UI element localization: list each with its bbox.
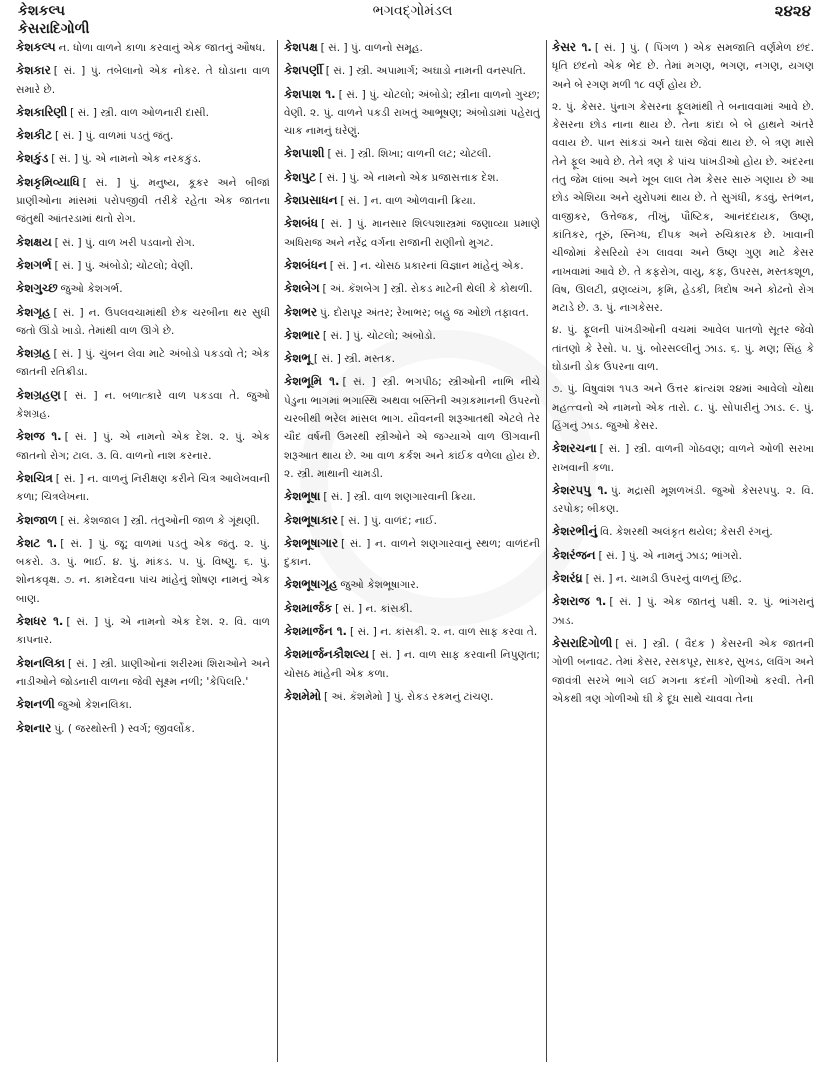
entry-definition: [ સં. ] સ્ત્રી. વાળ ઓળનારી દાસી. [70,106,210,119]
entry-definition: [ સં. ] પું. વાળ ખરી પડવાનો રોગ. [54,236,196,249]
entry-definition: [ સં. ] ન. વાળ ઓળવાની ક્રિયા. [340,195,476,208]
dictionary-entry [16,695,270,714]
entry-definition: [ સં. કેશજાલ ] સ્ત્રી. તંતુઓની જાળ કે ગૂંથણી. [60,514,260,527]
dictionary-entry [552,481,814,519]
dictionary-entry [552,321,814,376]
dictionary-entry [552,380,814,435]
entry-headword: કેશનળી [16,697,55,712]
dictionary-entry [552,569,814,588]
entry-headword: કેશમાર્જનકૌશલ્ય [284,647,369,662]
entry-headword: કેશકુંડ [16,151,49,166]
entry-headword: કેશનલિકા [16,655,66,670]
entry-definition: [ સં. ] પું. વાળંદ; નાઈ. [340,514,437,527]
entry-definition: [ સં. ] સ્ત્રી. મસ્તક. [313,353,395,366]
running-head-first: કેશકલ્પ [18,3,65,19]
entry-headword: કેશભૂષાગૃહ [284,577,338,592]
entry-definition: [ સં. ] સ્ત્રી. વાળની ગોઠવણ; વાળને ઓળી સરખા રાખવાની કળા. [552,443,814,474]
dictionary-entry [16,386,270,424]
dictionary-entry [284,622,540,641]
entry-headword: કેશભૂષા [284,489,321,504]
dictionary-entry [16,38,270,57]
dictionary-entry [16,303,270,341]
dictionary-entry [552,634,814,708]
entry-headword: કેશકાર [16,63,51,78]
dictionary-entry [284,256,540,275]
entry-definition: ન. ધોળા વાળને કાળા કરવાનું એક જાતનું ઔષધ. [58,42,266,54]
entry-headword: કેશપાશ ૧. [284,86,336,101]
entry-headword: કેશરભીનું [552,524,598,539]
entry-definition: ૭. પું. વિષુવાંશ ૧૫૩ અને ઉત્તર ક્રાંત્યંશ ૨૪માં આવેલો ચોથા મહત્ત્વનો એ નામનો એક તારો. ૮. પું. સોપારીનું ઝાડ. ૯. પું. હિંગનું ઝાડ. જુઓ કેસર. [552,383,814,432]
entry-headword: કેશમાર્જન ૧. [284,624,347,639]
entry-definition: [ સં. ] પું. વાળનો સમૂહ. [320,42,423,54]
entry-definition: જુઓ કેશભૂષાગાર. [340,579,420,592]
entry-definition: [ સં. ] સ્ત્રી. પ્રાણીઓનાં શરીરમાં શિરાઓને અને નાડીઓને જોડનારી વાળના જેવી સૂક્ષ્મ નળી; 'કેપિલરિ.' [16,657,270,688]
dictionary-entry [284,38,540,57]
entry-headword: કેશનાર [16,720,52,735]
column-3 [552,38,814,1066]
entry-headword: કેશરપપુ ૧. [552,482,608,497]
entry-definition: ૪. પું. ફૂલની પાંખડીઓની વચમાં આવેલ પાતળો સૂતર જેવો તાંતણો કે રેસો. ૫. પું. બોરસલ્લીનું ઝાડ. ૬. પું. મણ; સિંહ કે ઘોડાની ડોક ઉપરના વાળ. [552,324,814,374]
entry-headword: કેશભૂષાગાર [284,535,338,550]
dictionary-entry [16,149,270,168]
entry-headword: કેશગર્ભ [16,257,52,272]
dictionary-entry [16,126,270,145]
entry-headword: કેશભાર [284,327,320,342]
dictionary-entry [16,279,270,298]
dictionary-entry [16,233,270,252]
dictionary-entry [284,168,540,187]
entry-definition: [ સં. ] પું. એ નામનો એક પ્રજાસત્તાક દેશ. [318,171,499,184]
entry-definition: જુઓ કેશગર્ભ. [60,283,123,296]
entry-definition: ૨. પું. કેસર. પુંનાગ કેસરના ફૂલમાંથી તે બનાવવામાં આવે છે. કેસરના છોડ નાના થાય છે. તેના કાંદા બે બે હાથને અંતરે વવાય છે. પાન સાંકડાં અને ઘાસ જેવાં થાય છે. બે ત્રણ માસે તેને ફૂલ આવે છે. તેને ત્રણ કે પાંચ પાંખડીઓ હોય છે. અંદરના તંતુ જેમ લાંબા અને ખૂબ લાલ તેમ કેસર સારું ગણાય છે આ છોડ એશિયા અને યુરોપમાં થાય છે. તે સુગંધી, કડવું, સ્તંભન, વાજીકર, ઉત્તેજક, તીખું, પૌષ્ટિક, આનંદદાયક, ઉષ્ણ, કાંતિકર, તૂરું, સ્નિગ્ધ, દીપક અને રુચિકારક છે. ખાવાની ચીજોમાં કેસરિયો રંગ લાવવા અને ઉષ્ણ ગુણ માટે કેસર નાખવામાં આવે છે. તે કફરોગ, વાયુ, કફ, ઉપરસ, મસ્તકશૂળ, વિષ, ઊલટી, વ્રણવ્યંગ, કૃમિ, હેડકી, ત્રિદોષ અને કોઢનો રોગ મટાડે છે. ૩. પું. નાગકેસર. [552,100,814,315]
entry-definition: [ સં. ] પું. એ નામનો એક દેશ. ૨. વિ. વાળ કાપનાર. [16,616,270,647]
entry-headword: કેશભૂષાકાર [284,512,338,527]
dictionary-entry [284,487,540,506]
entry-headword: કેસરાદિગોળી [552,635,613,650]
entry-headword: કેશબંધ [284,216,318,231]
entry-definition: [ સં. ] પું. ( પિંગળ ) એક સમજાતિ વર્ણમેળ છંદ. ધૃતિ છંદનો એક ભેદ છે. તેમાં મગણ, ભગણ, નગણ, યગણ અને બે રગણ મળી ૧૮ વર્ણ હોય છે. [552,42,814,91]
dictionary-entry [552,522,814,541]
entry-definition: [ સં. ] પું. ચુંબન લેવા માટે અંબોડો પકડવો તે; એક જાતની રતિક્રીડા. [16,348,270,379]
entry-definition: [ સં. ] ન. બળાત્કારે વાળ પકડવા તે. જુઓ કેશગ્રહ. [16,389,270,421]
entry-definition: [ અં. કૅશમેમો ] પું. રોકડ રકમનું ટાંચણ. [324,690,494,703]
dictionary-entry [552,38,814,94]
dictionary-entry [284,645,540,683]
entry-headword: કેશજાળ [16,512,58,527]
entry-definition: [ સં. ] પું. અંબોડો; ચોટલો; વેણી. [54,259,194,272]
entry-headword: કેશગ્રહણ [16,387,61,402]
entry-definition: [ સં. ] પું. ચોટલો; અંબોડો. [322,329,436,342]
dictionary-entry [284,85,540,141]
entry-headword: કેશકીટ [16,128,52,143]
entry-headword: કેશકારિણી [16,104,68,119]
entry-headword: કેશપક્ષ [284,40,318,54]
entry-definition: [ સં. ] સ્ત્રી. ( વૈદક ) કેસરની એક જાતની ગોળી બનાવટ. તેમાં કેસર, રસકપૂર, સાકર, સુખડ, લવિંગ અને જાવંત્રી સરખે ભાગે લઈ મગના કદની ગોળીઓ કરવી. તેની એકથી ત્રણ ગોળીઓ ઘી કે દૂધ સાથે ચાવવા તેના [552,637,814,705]
entry-definition: [ સં. ] પું. જૂ; વાળમાં પડતું એક જંતુ. ૨. પું. બકરો. ૩. પું. ભાઈ. ૪. પું. માંકડ. ૫. પું. વિષ્ણુ. ૬. પું. શોનકવૃક્ષ. ૭. ન. કામદેવના પાંચ માંહેનું શોષણ નામનું એક બાણ. [16,537,270,605]
dictionary-entry [16,612,270,650]
entry-headword: કેશબંધન [284,257,327,272]
dictionary-entry [16,427,270,465]
entry-headword: કેશપ્રસાધન [284,193,338,208]
entry-headword: કેશમાર્જક [284,600,333,615]
dictionary-entry [284,349,540,368]
column-2 [284,38,540,1066]
entry-definition: [ સં. ] પું. એ નામનું ઝાડ; ભાંગરો. [598,549,742,562]
entry-definition: પું. ( જરથોસ્તી ) સ્વર્ગ; જીવર્લોક. [54,722,195,735]
entry-headword: કેશકૃમિવ્યાધિ [16,174,80,189]
dictionary-entry [284,144,540,163]
entry-headword: કેશબેગ [284,281,320,296]
dictionary-entry [16,469,270,507]
dictionary-entry [552,546,814,565]
dictionary-entry [16,654,270,692]
dictionary-entry [284,326,540,345]
entry-definition: [ સં. ] સ્ત્રી. વાળ શણગારવાની ક્રિયા. [323,491,476,504]
dictionary-entry [284,534,540,572]
dictionary-entry [284,687,540,706]
dictionary-entry [552,592,814,630]
dictionary-entry [284,279,540,298]
dictionary-entry [16,719,270,738]
entry-definition: [ સં. ] ન. કાંસકી. [335,602,413,615]
entry-headword: કેશરચના [552,441,597,456]
entry-headword: કેશગ્રહ [16,346,51,361]
column-1 [16,38,270,1066]
entry-headword: કેશક્ષય [16,234,52,249]
dictionary-entry [16,511,270,530]
entry-headword: કેશભર [284,304,317,319]
entry-definition: [ સં. ] પું. માનસાર શિલ્પશાસ્ત્રમાં જણાવ્યા પ્રમાણે અધિરાજ અને નરેંદ્ર વર્ગના રાજાની રાણીનો મુગટ. [284,218,540,249]
dictionary-entry [284,575,540,594]
entry-headword: કેશપાશી [284,146,325,161]
entry-definition: [ સં. ] ન. ચોસઠ પ્રકારનાં વિજ્ઞાન માંહેનું એક. [329,259,524,272]
entry-definition: [ સં. ] સ્ત્રી. અપામાર્ગ; અઘાડો નામની વનસ્પતિ. [325,65,526,78]
dictionary-entry [16,61,270,99]
dictionary-entry [284,372,540,483]
entry-definition: [ સં. ] પું. ચોટલો; અંબોડો; સ્ત્રીના વાળનો ગુચ્છ; વેણી. ૨. પું. વાળને પકડી રાખતું આભૂષણ; અંબોડામાં પહેરાતું ચાક નામનું ઘરેણું. [284,88,540,138]
entry-definition: પું. દોરાપૂર અંતર; રેખાભર; બહુ જ ઓછો તફાવત. [319,306,529,319]
dictionary-entry [16,256,270,275]
entry-headword: કેશભૂ [284,351,311,366]
dictionary-entry [284,599,540,618]
column-rule [277,40,278,1062]
entry-definition: [ સં. ] પું. મનુષ્ય, કૂકર અને બીજાં પ્રાણીઓના માંસમાં પરોપજીવી તરીકે રહેતા એક જાતના જંતુથી આંતરડામાં થતો રોગ. [16,176,270,226]
entry-headword: કેશભૂમિ ૧. [284,374,340,389]
dictionary-entry [284,214,540,252]
entry-headword: કેશજ ૧. [16,429,62,444]
entry-headword: કેશરંધ્ર [552,571,583,586]
entry-headword: કેસર ૧. [552,40,592,54]
dictionary-entry [16,103,270,122]
dictionary-entry [552,439,814,477]
entry-headword: કેશપુટ [284,169,316,184]
entry-definition: [ સં. ] સ્ત્રી. ભગપીઠ; સ્ત્રીઓની નાભિ નીચે પેડુના ભાગમાં ભગાસ્થિ અથવા બસ્તિની અગ્રકમાનની ઉપરનો ચરબીથી ભરેલ માંસલ ભાગ. યૌવનની શરૂઆતથી એટલે તેર ચૌદ વર્ષની ઉમરથી સ્ત્રીઓને એ જગ્યાએ વાળ ઊગવાની શરૂઆત થાય છે. આ વાળ કર્કશ અને કાંઈક વળેલા હોય છે. ૨. સ્ત્રી. માથાની ચામડી. [284,376,540,480]
entry-definition: [ સં. ] પું. વાળમાં પડતું જંતુ. [55,130,174,143]
dictionary-entry [284,61,540,80]
entry-definition: [ સં. ] ન. ઉપલવચામાંથી છેક ચરબીના થર સુધી જતો ઊંડો ખાડો. તેમાંથી વાળ ઊગે છે. [16,306,270,337]
entry-definition: [ સં. ] પું. એ નામનો એક નરકકુંડ. [51,153,202,166]
dictionary-entry [284,191,540,210]
entry-definition: [ સં. ] સ્ત્રી. શિખા; વાળની લટ; ચોટલી. [327,148,492,161]
entry-definition: [ સં. ] ન. વાળને શણગારવાનું સ્થળ; વાળંદની દુકાન. [284,537,540,569]
entry-definition: [ સં. ] ન. વાળનું નિરીક્ષણ કરીને ચિત્ર આલેખવાની કળા; ચિત્રલેખના. [16,472,270,504]
entry-headword: કેશગુચ્છ [16,281,58,296]
entry-definition: [ સં. ] ન. વાળ સાફ કરવાની નિપુણતા; ચોસઠ માંહેની એક કળા. [284,649,540,680]
dictionary-entry [16,344,270,382]
page-number: ૨૪૨૪ [774,2,811,20]
running-head-last: કેસરાદિગોળી [18,21,90,37]
dictionary-entry [284,303,540,322]
entry-headword: કેશકલ્પ [16,40,56,54]
dictionary-entry [16,534,270,608]
entry-headword: કેશમેમો [284,688,322,703]
entry-headword: કેશગૃહ [16,304,51,319]
entry-definition: [ સં. ] પું. તબેલાનો એક નોકર. તે ઘોડાના વાળ સમારે છે. [16,65,270,96]
entry-headword: કેશટ ૧. [16,535,58,550]
dictionary-entry [16,173,270,229]
entry-definition: પું. મદ્રાસી મૂશળખંડી. જુઓ કેસરપપુ. ૨. વિ. ડરપોક; બીકણ. [552,484,814,516]
dictionary-entry [284,511,540,530]
entry-headword: કેશચિત્ર [16,470,53,485]
entry-definition: [ અં. કૅશબેગ ] સ્ત્રી. રોકડ માટેની થેલી કે કોથળી. [322,283,533,296]
entry-definition: [ સં. ] ન. ચામડી ઉપરનું વાળનું છિદ્ર. [585,573,742,586]
column-rule [546,40,547,1062]
entry-headword: કેશરાજ ૧. [552,594,607,609]
entry-definition: [ સં. ] પું. એક જાતનું પક્ષી. ૨. પું. ભાંગરાનું ઝાડ. [552,596,814,627]
entry-headword: કેશપર્ણી [284,63,323,78]
entry-headword: કેશધર ૧. [16,614,64,629]
entry-definition: [ સં. ] ન. કાંસકી. ૨. ન. વાળ સાફ કરવા તે. [349,626,538,639]
entry-headword: કેશરંજન [552,547,596,562]
entry-definition: વિ. કેશરથી અલંકૃત થયેલ; કેસરી રંગનું. [600,526,773,539]
entry-definition: [ સં. ] પું. એ નામનો એક દેશ. ૨. પું. એક જાતનો રોગ; ટાલ. ૩. વિ. વાળનો નાશ કરનાર. [16,431,270,462]
dictionary-entry [552,98,814,318]
book-title: ભગવદ્ગોમંડલ [372,3,453,19]
entry-definition: જુઓ કેશનલિકા. [57,699,133,712]
